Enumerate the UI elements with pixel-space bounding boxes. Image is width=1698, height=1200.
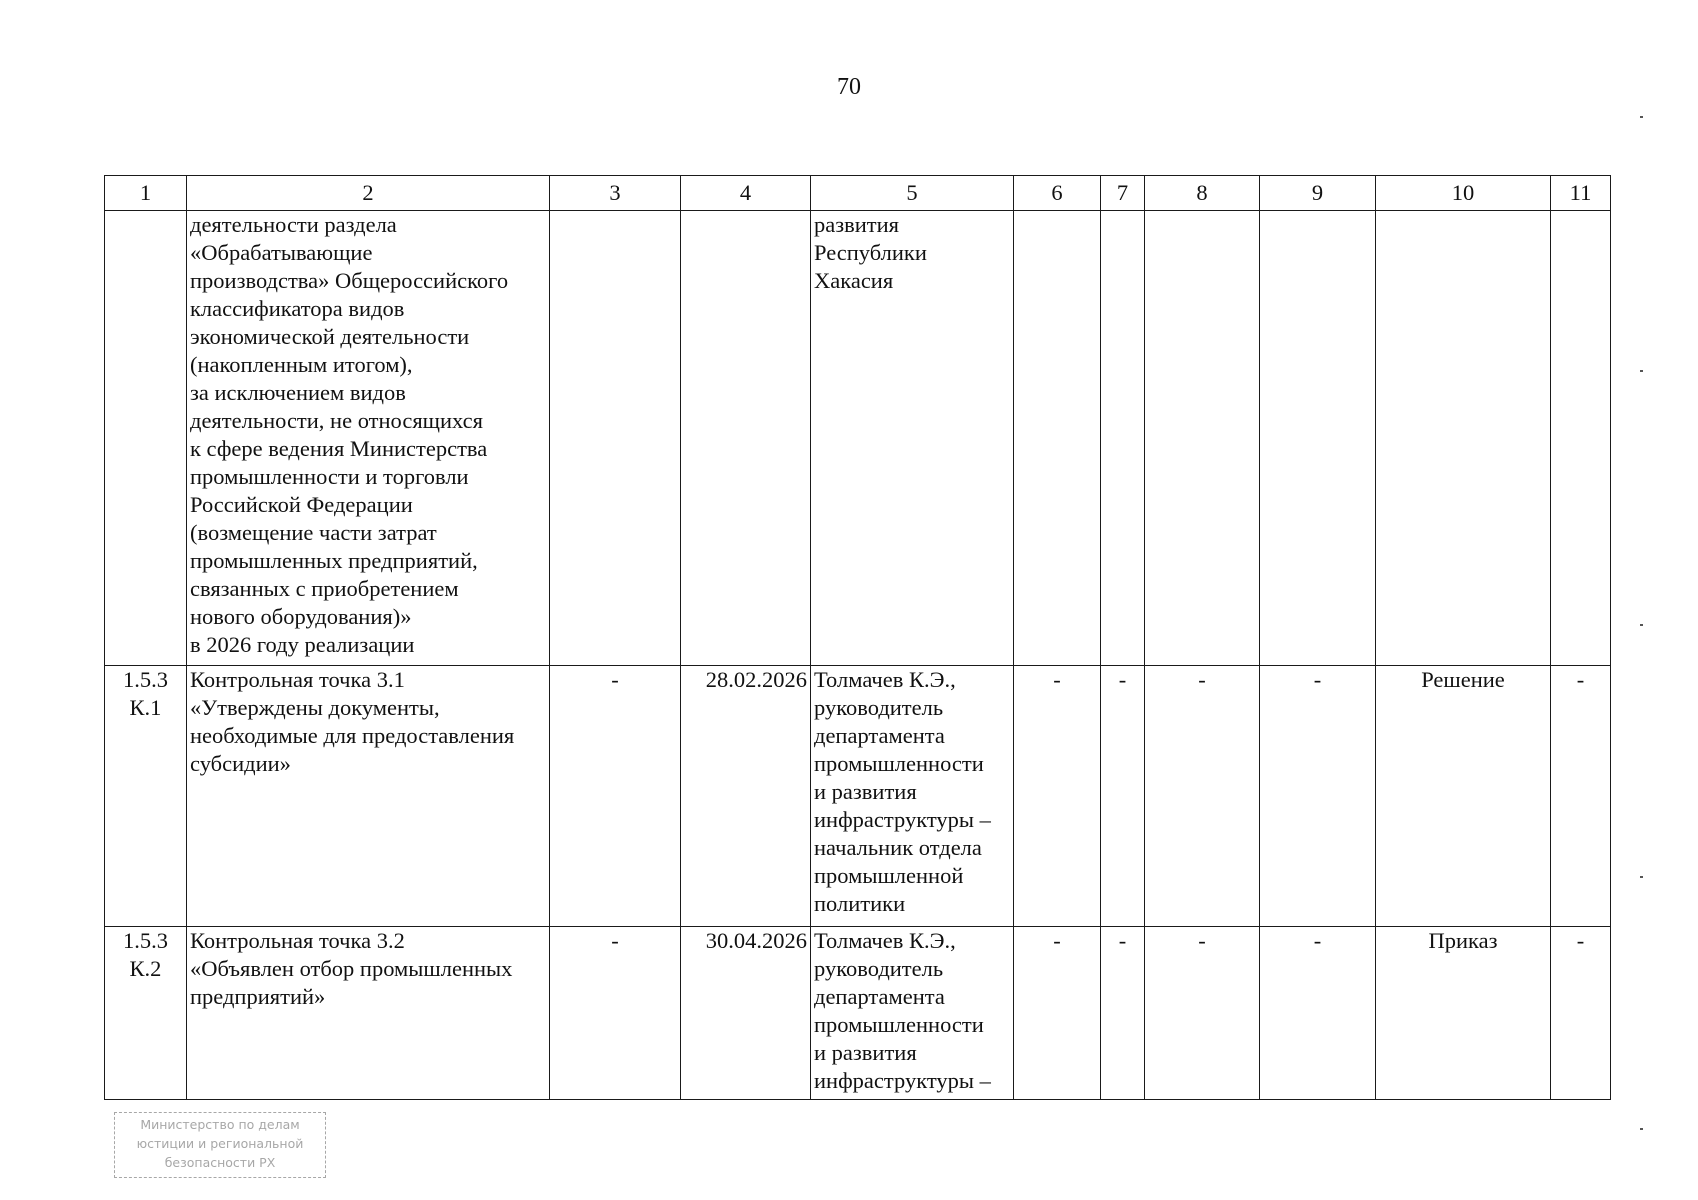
cell-responsible: развития Республики Хакасия bbox=[811, 211, 1014, 666]
cell-col11: - bbox=[1551, 927, 1611, 1100]
col-header-10: 10 bbox=[1376, 176, 1551, 211]
cell-col6: - bbox=[1014, 927, 1101, 1100]
cell-col8 bbox=[1145, 211, 1260, 666]
plan-table bbox=[104, 175, 1611, 1100]
cell-name: Контрольная точка 3.1 «Утверждены документы, необходимые для предоставления субсидии» bbox=[187, 666, 550, 927]
cell-responsible: Толмачев К.Э., руководитель департамента промышленности и развития инфраструктуры – начальник отдела промышленной политики bbox=[811, 666, 1014, 927]
cell-col11 bbox=[1551, 211, 1611, 666]
scan-speck bbox=[1640, 876, 1643, 878]
stamp-line-1: Министерство по делам bbox=[140, 1117, 300, 1132]
col-header-4: 4 bbox=[681, 176, 811, 211]
col-header-8: 8 bbox=[1145, 176, 1260, 211]
cell-col8: - bbox=[1145, 927, 1260, 1100]
cell-document bbox=[1376, 211, 1551, 666]
table-row-checkpoint-3-1 bbox=[105, 666, 1611, 927]
scan-speck bbox=[1640, 624, 1643, 626]
scan-speck bbox=[1640, 370, 1643, 372]
cell-col6: - bbox=[1014, 666, 1101, 927]
cell-date: 28.02.2026 bbox=[681, 666, 811, 927]
table-row-checkpoint-3-2 bbox=[105, 927, 1611, 1100]
col-header-6: 6 bbox=[1014, 176, 1101, 211]
cell-col11: - bbox=[1551, 666, 1611, 927]
cell-col3: - bbox=[550, 666, 681, 927]
cell-col7: - bbox=[1101, 927, 1145, 1100]
cell-document: Решение bbox=[1376, 666, 1551, 927]
stamp-line-2: юстиции и региональной bbox=[136, 1136, 304, 1151]
col-header-1: 1 bbox=[105, 176, 187, 211]
table-row-continuation bbox=[105, 211, 1611, 666]
col-header-7: 7 bbox=[1101, 176, 1145, 211]
cell-col7: - bbox=[1101, 666, 1145, 927]
cell-col8: - bbox=[1145, 666, 1260, 927]
cell-date: 30.04.2026 bbox=[681, 927, 811, 1100]
cell-col9 bbox=[1260, 211, 1376, 666]
cell-document: Приказ bbox=[1376, 927, 1551, 1100]
registration-stamp bbox=[114, 1112, 326, 1178]
cell-name: Контрольная точка 3.2 «Объявлен отбор промышленных предприятий» bbox=[187, 927, 550, 1100]
page-number: 70 bbox=[837, 74, 861, 100]
cell-col6 bbox=[1014, 211, 1101, 666]
col-header-9: 9 bbox=[1260, 176, 1376, 211]
cell-date bbox=[681, 211, 811, 666]
cell-col3: - bbox=[550, 927, 681, 1100]
table-header-row bbox=[105, 176, 1611, 211]
col-header-11: 11 bbox=[1551, 176, 1611, 211]
cell-col9: - bbox=[1260, 927, 1376, 1100]
cell-col9: - bbox=[1260, 666, 1376, 927]
col-header-5: 5 bbox=[811, 176, 1014, 211]
scan-speck bbox=[1640, 1128, 1643, 1130]
stamp-line-3: безопасности РХ bbox=[164, 1155, 276, 1170]
col-header-3: 3 bbox=[550, 176, 681, 211]
cell-col7 bbox=[1101, 211, 1145, 666]
scan-speck bbox=[1640, 116, 1643, 118]
cell-responsible: Толмачев К.Э., руководитель департамента промышленности и развития инфраструктуры – bbox=[811, 927, 1014, 1100]
cell-number: 1.5.3 К.1 bbox=[105, 666, 187, 927]
cell-number bbox=[105, 211, 187, 666]
cell-col3 bbox=[550, 211, 681, 666]
cell-number: 1.5.3 К.2 bbox=[105, 927, 187, 1100]
cell-name: деятельности раздела «Обрабатывающие производства» Общероссийского классификатора видов экономической деятельности (накопленным итогом), за исключением видов деятельности, не относящихся к сфере ведения Министерства промышленности и торговли Российской Федерации (возмещение части затрат промышленных предприятий, связанных с приобретением нового оборудования)» в 2026 году реализации bbox=[187, 211, 550, 666]
col-header-2: 2 bbox=[187, 176, 550, 211]
